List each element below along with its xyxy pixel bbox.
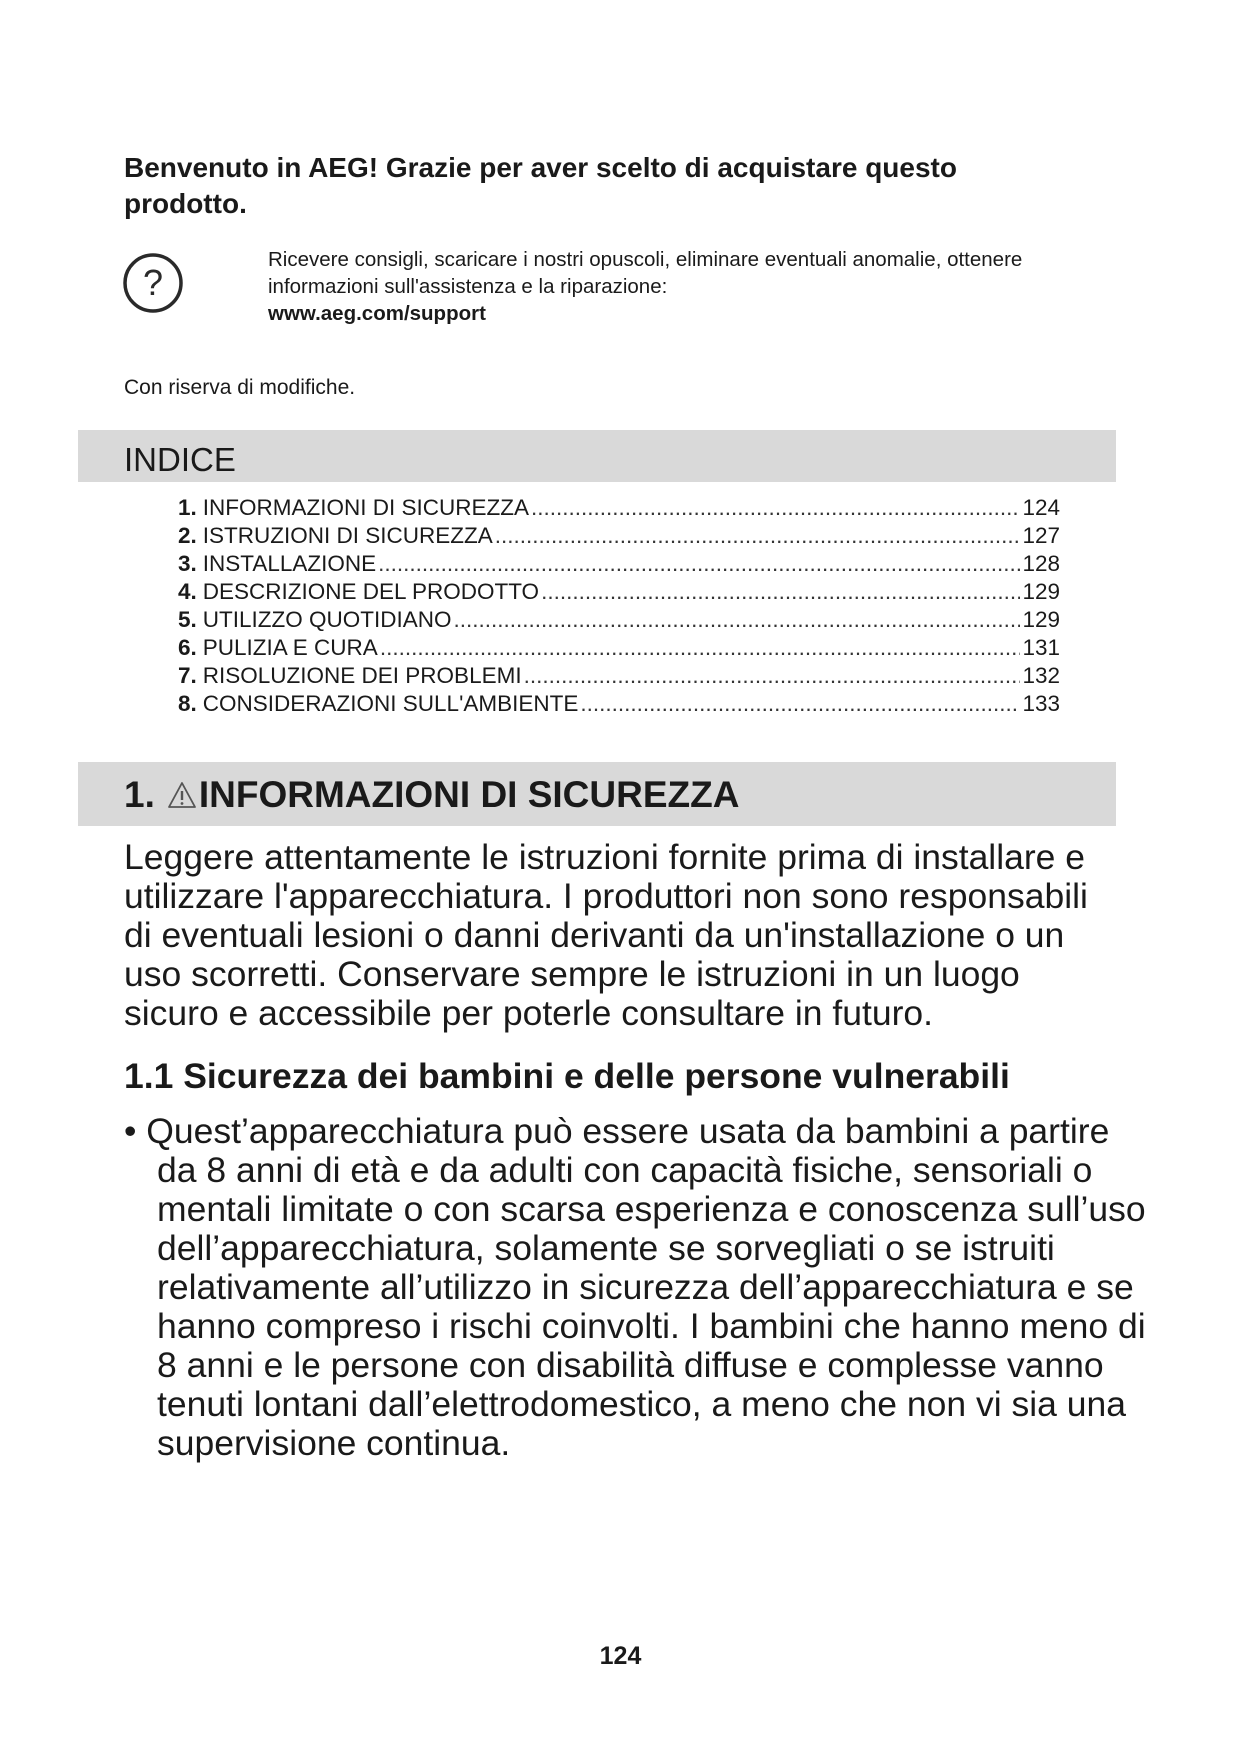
toc-item-number: 2. — [178, 523, 197, 548]
toc-item-page: 124 — [1022, 495, 1060, 520]
toc-leader-dots — [524, 662, 1021, 690]
toc-item[interactable] — [178, 494, 1060, 522]
toc-item-number: 7. — [178, 663, 197, 688]
toc-item-label: CONSIDERAZIONI SULL'AMBIENTE — [202, 691, 579, 716]
intro-paragraph: Leggere attentamente le istruzioni fornite prima di installare e utilizzare l'apparecchiatura. I produttori non sono responsabili di eventuali lesioni o danni derivanti da un'installazione o un uso scorretti. Conservare sempre le istruzioni in un luogo sicuro e accessibile per poterle consultare in futuro. — [124, 837, 1088, 1033]
toc-item-page: 129 — [1022, 607, 1060, 632]
toc-leader-dots — [380, 634, 1021, 662]
toc-item[interactable] — [178, 690, 1060, 718]
toc-item-page: 133 — [1022, 691, 1060, 716]
support-text: Ricevere consigli, scaricare i nostri opuscoli, eliminare eventuali anomalie, ottenere informazioni sull'assistenza e la riparazione: — [268, 248, 1023, 298]
toc-item-number: 6. — [178, 635, 197, 660]
toc-item-label: RISOLUZIONE DEI PROBLEMI — [202, 663, 522, 688]
toc-item-page: 131 — [1022, 635, 1060, 660]
toc-leader-dots — [580, 690, 1020, 718]
toc-leader-dots — [454, 606, 1021, 634]
index-title: INDICE — [124, 441, 236, 478]
toc-item[interactable] — [178, 522, 1060, 550]
toc-item-label: UTILIZZO QUOTIDIANO — [202, 607, 452, 632]
toc-leader-dots — [378, 550, 1020, 578]
support-link[interactable]: www.aeg.com/support — [268, 302, 486, 325]
toc-item-page: 127 — [1022, 523, 1060, 548]
toc-item[interactable] — [178, 550, 1060, 578]
toc-item-label: DESCRIZIONE DEL PRODOTTO — [202, 579, 540, 604]
toc-item-page: 128 — [1022, 551, 1060, 576]
toc-item-number: 1. — [178, 495, 197, 520]
section-number: 1. — [124, 774, 155, 815]
toc-item[interactable] — [178, 606, 1060, 634]
bullet-item: • Quest’apparecchiatura può essere usata da bambini a partire da 8 anni di età e da adulti con capacità fisiche, sensoriali o mentali limitate o con scarsa esperienza e conoscenza sull’uso dell’apparecchiatura, solamente se sorvegliati o se istruiti relativamente all’utilizzo in sicurezza dell’apparecchiatura e se hanno compreso i rischi coinvolti. I bambini che hanno meno di 8 anni e le persone con disabilità diffuse e complesse vanno tenuti lontani dall’elettrodomestico, a meno che non vi sia una supervisione continua. — [124, 1111, 1146, 1463]
support-info — [268, 246, 1128, 327]
toc-item-number: 4. — [178, 579, 197, 604]
table-of-contents — [178, 494, 1060, 718]
warning-triangle-icon — [167, 781, 197, 809]
welcome-heading: Benvenuto in AEG! Grazie per aver scelto di acquistare questo prodotto. — [124, 152, 957, 219]
question-circle-icon — [122, 252, 184, 314]
toc-leader-dots — [541, 578, 1020, 606]
subsection-title: 1.1 Sicurezza dei bambini e delle persone vulnerabili — [124, 1056, 1010, 1096]
disclaimer: Con riserva di modifiche. — [124, 376, 356, 399]
toc-item-label: INFORMAZIONI DI SICUREZZA — [202, 495, 530, 520]
toc-item-label: PULIZIA E CURA — [202, 635, 378, 660]
section-title-text: INFORMAZIONI DI SICUREZZA — [198, 774, 740, 815]
toc-item-label: ISTRUZIONI DI SICUREZZA — [202, 523, 493, 548]
toc-item-number: 8. — [178, 691, 197, 716]
toc-item-number: 3. — [178, 551, 197, 576]
toc-item-page: 129 — [1022, 579, 1060, 604]
toc-item[interactable] — [178, 634, 1060, 662]
toc-item-page: 132 — [1022, 663, 1060, 688]
toc-item-label: INSTALLAZIONE — [202, 551, 377, 576]
toc-leader-dots — [495, 522, 1021, 550]
toc-leader-dots — [531, 494, 1020, 522]
page-number: 124 — [599, 1642, 642, 1670]
toc-item[interactable] — [178, 662, 1060, 690]
toc-item[interactable] — [178, 578, 1060, 606]
section-title — [124, 772, 739, 818]
toc-item-number: 5. — [178, 607, 197, 632]
svg-text:?: ? — [142, 262, 164, 303]
